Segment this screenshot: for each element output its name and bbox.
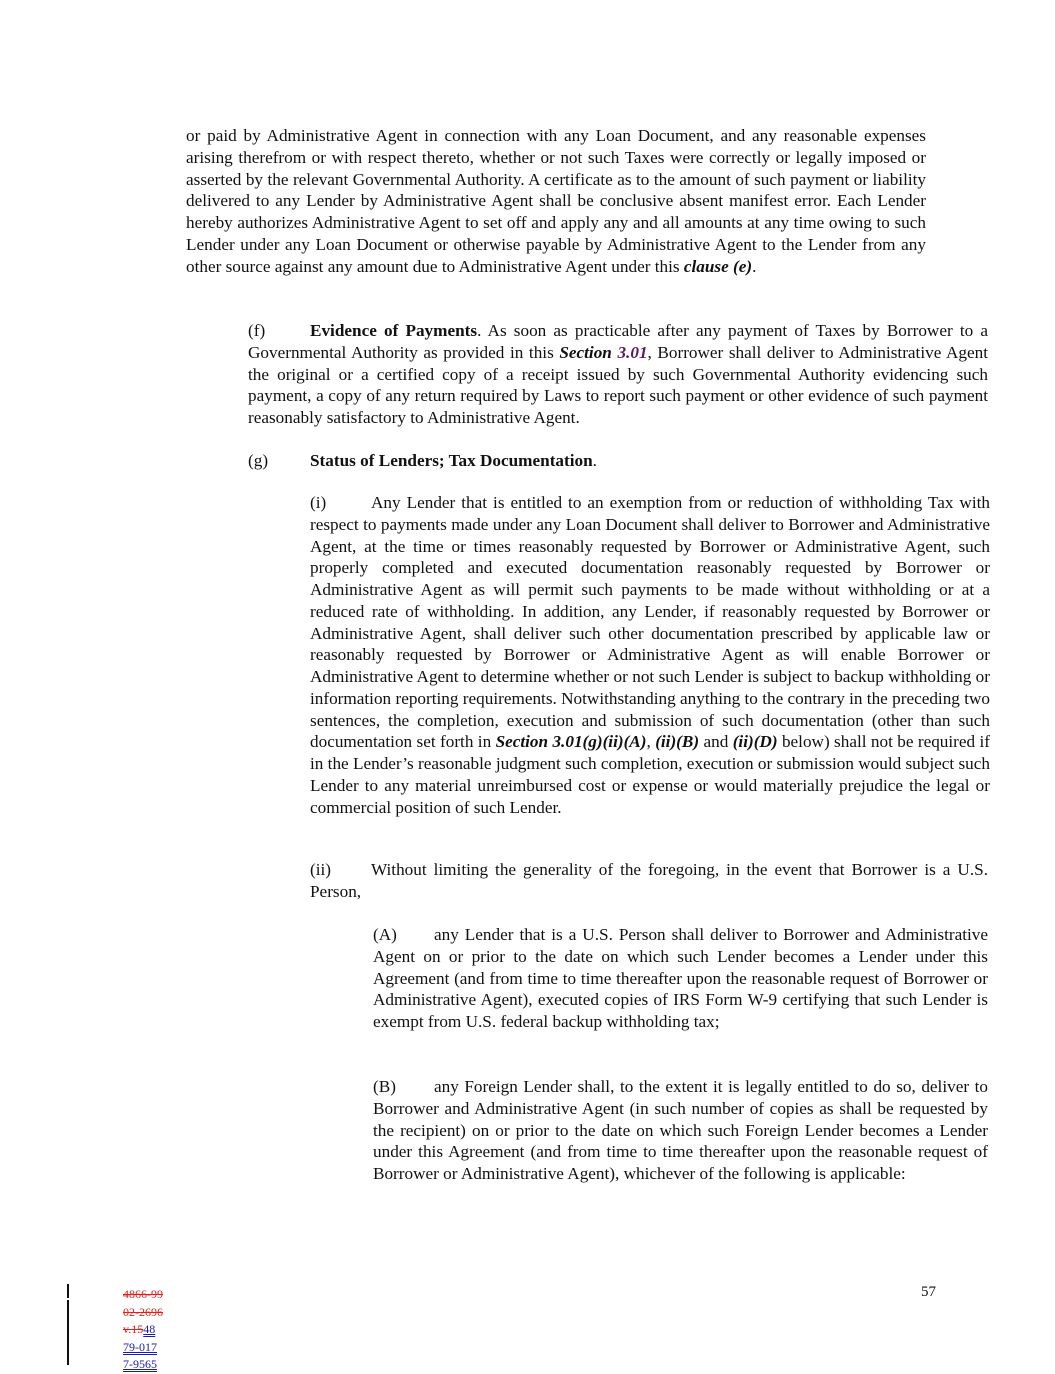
paragraph-label: (B) <box>373 1077 396 1096</box>
paragraph-heading: Status of Lenders; Tax Documentation <box>310 451 593 470</box>
paragraph-text: or paid by Administrative Agent in connection with any Loan Document, and any reasonable expenses arising therefrom or with respect thereto, whether or not such Taxes were correctly or legally imposed or asserted by the relevant Governmental Authority. A certificate as to the amount of such payment or liability delivered to any Lender by Administrative Agent shall be conclusive absent manifest error. Each Lender hereby authorizes Administrative Agent to set off and apply any and all amounts at any time owing to such Lender under any Loan Document or otherwise payable by Administrative Agent to the Lender from any other source against any amount due to Administrative Agent under this <box>186 126 926 276</box>
section-reference: (ii)(D) <box>732 732 778 752</box>
document-id-footer <box>123 1286 163 1374</box>
deleted-text: 4866-99 <box>123 1287 163 1301</box>
paragraph-g-ii <box>248 859 988 903</box>
paragraph-text: Any Lender that is entitled to an exemption from or reduction of withholding Tax with respect to payments made under any Loan Document shall deliver to Borrower and Administrative Agent, at the time or times reasonably requested by Borrower or Administrative Agent, such properly completed and executed documentation reasonably requested by Borrower or Administrative Agent as will permit such payments to be made without withholding or at a reduced rate of withholding. In addition, any Lender, if reasonably requested by Borrower or Administrative Agent, shall deliver such other documentation prescribed by applicable law or reasonably requested by Borrower or Administrative Agent as will enable Borrower or Administrative Agent to determine whether or not such Lender is subject to backup withholding or information reporting requirements. Notwithstanding anything to the contrary in the preceding two sentences, the completion, execution and submission of such documentation (other than such documentation set forth in <box>310 493 990 752</box>
section-reference: (ii)(B) <box>655 732 700 752</box>
paragraph-g-ii-b <box>311 1076 988 1185</box>
paragraph-e-continuation <box>186 125 926 277</box>
section-reference-word: Section <box>559 342 618 362</box>
paragraph-f <box>186 320 988 429</box>
paragraph-heading: Evidence of Payments <box>310 321 478 340</box>
paragraph-label: (A) <box>373 925 397 944</box>
paragraph-label: (f) <box>248 321 266 340</box>
inserted-text: 48 <box>143 1322 156 1336</box>
inserted-text: 7-9565 <box>123 1357 157 1371</box>
paragraph-text: Without limiting the generality of the foregoing, in the event that Borrower is a U.S. Person, <box>310 860 988 901</box>
paragraph-text: , Borrower shall deliver to Administrative Agent the original or a certified copy of a receipt issued by such Governmental Authority evidencing such payment, a copy of any return required by Laws to report such payment or other evidence of such payment reasonably satisfactory to Administrative Agent. <box>248 342 988 427</box>
page-number: 57 <box>921 1284 936 1300</box>
section-reference-link[interactable]: 3.01 <box>617 342 648 362</box>
deleted-text: 02-2696 <box>123 1304 163 1319</box>
deleted-text: v.15 <box>123 1322 144 1336</box>
paragraph-label: (i) <box>310 493 327 512</box>
paragraph-label: (ii) <box>310 860 331 879</box>
paragraph-label: (g) <box>248 451 269 470</box>
paragraph-text: below) shall not be required if in the Lender’s reasonable judgment such completion, execution or submission would subject such Lender to any material unreimbursed cost or expense or would materially prejudice the legal or commercial position of such Lender. <box>310 732 990 817</box>
paragraph-end: . <box>592 451 597 470</box>
paragraph-text: . As soon as practicable after any payment of Taxes by Borrower to a Governmental Authority as provided in this <box>248 321 988 362</box>
change-bar <box>67 1300 69 1365</box>
paragraph-text: any Lender that is a U.S. Person shall deliver to Borrower and Administrative Agent on or prior to the date on which such Lender becomes a Lender under this Agreement (and from time to time thereafter upon the reasonable request of Borrower or Administrative Agent), executed copies of IRS Form W-9 certifying that such Lender is exempt from U.S. federal backup withholding tax; <box>373 925 988 1031</box>
separator: and <box>699 732 733 752</box>
change-bar <box>67 1284 69 1298</box>
inserted-text: 79-017 <box>123 1339 157 1354</box>
paragraph-g-i <box>248 492 990 818</box>
paragraph-g <box>186 450 988 472</box>
paragraph-end: . <box>752 256 757 276</box>
section-reference: Section 3.01(g)(ii)(A) <box>495 732 647 752</box>
separator: , <box>646 732 656 752</box>
paragraph-text: any Foreign Lender shall, to the extent it is legally entitled to do so, deliver to Borrower and Administrative Agent (in such number of copies as shall be requested by the recipient) on or prior to the date on which such Foreign Lender becomes a Lender under this Agreement (and from time to time thereafter upon the reasonable request of Borrower or Administrative Agent), whichever of the following is applicable: <box>373 1077 988 1183</box>
paragraph-g-ii-a <box>311 924 988 1033</box>
clause-reference: clause (e) <box>683 256 753 276</box>
